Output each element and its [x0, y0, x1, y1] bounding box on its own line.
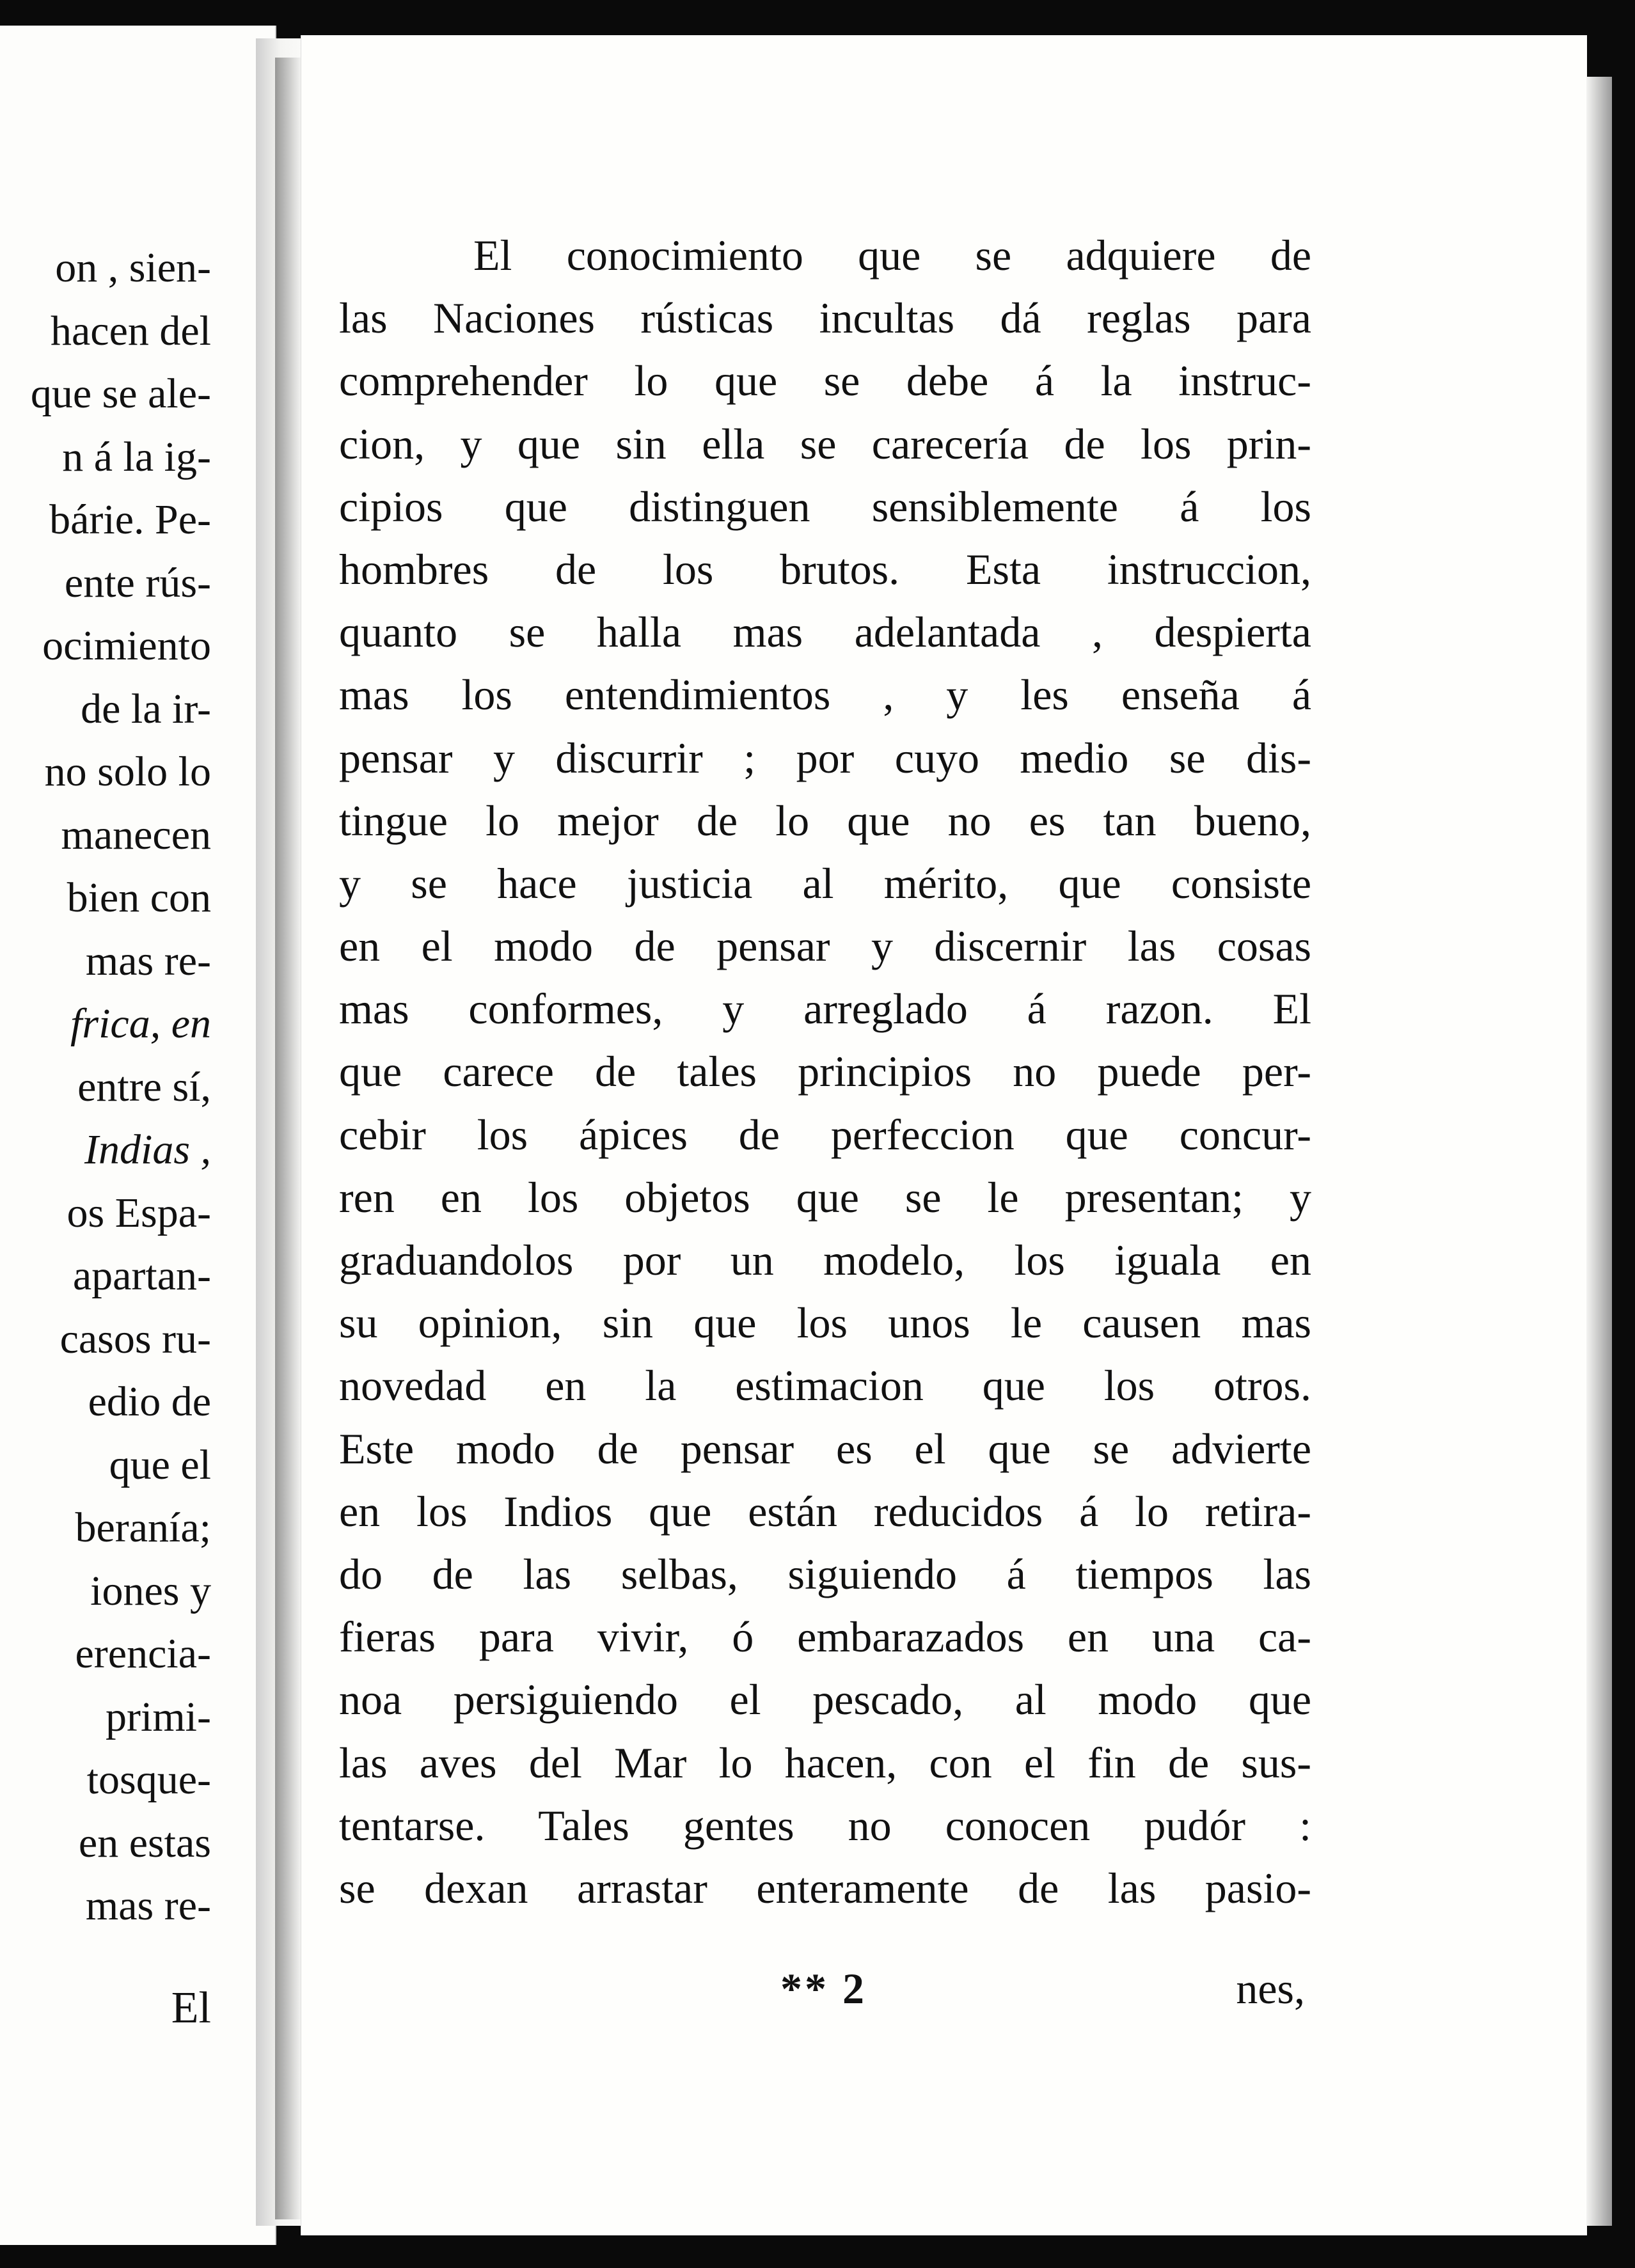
facing-line: mas re-: [85, 1882, 211, 1929]
text-line: do de las selbas, siguiendo á tiempos las: [339, 1549, 1311, 1598]
text-line: tentarse. Tales gentes no conocen pudór :: [339, 1800, 1311, 1850]
text-line: ren en los objetos que se le presentan; y: [339, 1172, 1311, 1222]
text-line: en el modo de pensar y discernir las cosas: [339, 922, 1311, 971]
facing-line: iones y: [90, 1567, 211, 1614]
facing-page: [0, 26, 276, 2245]
text-line: pensar y discurrir ; por cuyo medio se dis-: [339, 733, 1311, 782]
facing-line: bien con: [67, 874, 211, 921]
gutter-shadow: [275, 58, 301, 2219]
text-line: Este modo de pensar es el que se advierte: [339, 1424, 1311, 1473]
facing-line: primi-: [106, 1693, 211, 1740]
text-line: se dexan arrastar enteramente de las pasio-: [339, 1863, 1311, 1912]
facing-line: bárie. Pe-: [49, 496, 211, 543]
facing-line: frica, en: [70, 1000, 211, 1047]
facing-line: de la ir-: [81, 685, 211, 732]
facing-line: os Espa-: [67, 1189, 211, 1236]
facing-line: que se ale-: [30, 370, 211, 417]
text-line: novedad en la estimacion que los otros.: [339, 1361, 1311, 1410]
facing-line: entre sí,: [77, 1063, 211, 1110]
text-line: mas los entendimientos , y les enseña á: [339, 670, 1311, 720]
text-line: fieras para vivir, ó embarazados en una ca-: [339, 1612, 1311, 1662]
text-line: comprehender lo que se debe á la instruc-: [339, 356, 1311, 406]
facing-line: ocimiento: [42, 622, 211, 669]
text-line: mas conformes, y arreglado á razon. El: [339, 984, 1311, 1034]
text-line: graduandolos por un modelo, los iguala en: [339, 1236, 1311, 1284]
facing-line: manecen: [61, 811, 211, 858]
text-line: tingue lo mejor de lo que no es tan bueno,: [339, 796, 1311, 845]
text-line: que carece de tales principios no puede per-: [339, 1047, 1311, 1096]
page-edge: [1586, 77, 1612, 2226]
text-line: las aves del Mar lo hacen, con el fin de sus-: [339, 1738, 1311, 1787]
catchword: nes,: [1236, 1964, 1305, 2013]
text-line: cebir los ápices de perfeccion que concur-: [339, 1110, 1311, 1159]
facing-line: erencia-: [75, 1630, 211, 1677]
text-line: cipios que distinguen sensiblemente á los: [339, 482, 1311, 531]
main-page-text: [339, 224, 1311, 1919]
text-line: hombres de los brutos. Esta instruccion,: [339, 544, 1311, 594]
facing-page-text: [0, 237, 211, 1938]
facing-line: mas re-: [85, 937, 211, 984]
facing-line: on , sien-: [55, 244, 211, 291]
facing-line: hacen del: [50, 307, 211, 354]
facing-line: n á la ig-: [62, 433, 211, 480]
facing-line: casos ru-: [59, 1315, 211, 1362]
text-line: El conocimiento que se adquiere de: [473, 231, 1311, 280]
text-line: y se hace justicia al mérito, que consiste: [339, 858, 1311, 908]
text-line: las Naciones rústicas incultas dá reglas para: [339, 294, 1311, 343]
facing-line: que el: [109, 1441, 211, 1488]
facing-line: apartan-: [72, 1252, 211, 1299]
text-line: quanto se halla mas adelantada , despierta: [339, 608, 1311, 657]
facing-line: no solo lo: [44, 748, 211, 795]
text-line: su opinion, sin que los unos le causen mas: [339, 1298, 1311, 1348]
facing-line: beranía;: [75, 1504, 211, 1551]
text-line: en los Indios que están reducidos á lo retira-: [339, 1486, 1311, 1536]
page-footer: [333, 1964, 1318, 2028]
facing-line: edio de: [88, 1378, 211, 1425]
signature-mark: ** 2: [780, 1964, 867, 2013]
facing-line: tosque-: [86, 1756, 211, 1803]
text-line: noa persiguiendo el pescado, al modo que: [339, 1675, 1311, 1724]
facing-line: en estas: [78, 1819, 211, 1866]
facing-line: ente rús-: [64, 559, 211, 606]
text-line: cion, y que sin ella se carecería de los prin-: [339, 419, 1311, 468]
facing-line: Indias ,: [84, 1126, 211, 1173]
facing-catchword: El: [171, 1983, 211, 2033]
